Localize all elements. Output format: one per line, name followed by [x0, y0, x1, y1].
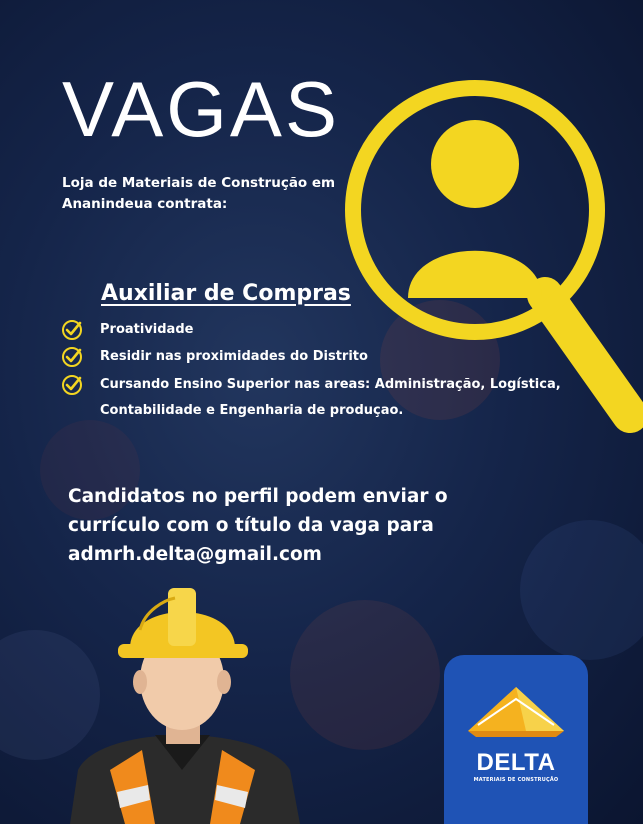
requirement-text: Residir nas proximidades do Distrito — [100, 349, 368, 364]
requirement-item — [61, 317, 591, 343]
subtitle: Loja de Materiais de Construção em Ananindeua contrata: — [62, 175, 336, 212]
requirement-text: Contabilidade e Engenharia de produçao. — [100, 403, 404, 418]
logo-tagline: MATERIAIS DE CONSTRUÇÃO — [473, 777, 559, 783]
logo-name: DELTA — [476, 749, 556, 776]
check-circle-icon — [61, 374, 83, 396]
page-title: VAGAS — [62, 65, 340, 153]
bokeh-light — [290, 600, 440, 750]
requirement-text: Proatividade — [100, 322, 194, 337]
delta-logo-icon — [466, 685, 566, 745]
email-link[interactable]: admrh.delta@gmail.com — [68, 544, 322, 565]
check-circle-icon — [61, 319, 83, 341]
cta-line: currículo com o título da vaga para — [68, 515, 434, 536]
requirement-item — [61, 344, 591, 370]
cta-line: Candidatos no perfil podem enviar o — [68, 486, 448, 507]
job-title: Auxiliar de Compras — [101, 281, 351, 306]
cta-text — [68, 482, 498, 569]
requirement-text: Cursando Ensino Superior nas areas: Administração, Logística, — [100, 377, 561, 392]
worker-illustration — [70, 570, 300, 824]
bokeh-light — [520, 520, 643, 660]
requirement-item — [61, 372, 591, 424]
check-circle-icon — [61, 346, 83, 368]
delta-logo-card — [444, 655, 588, 824]
